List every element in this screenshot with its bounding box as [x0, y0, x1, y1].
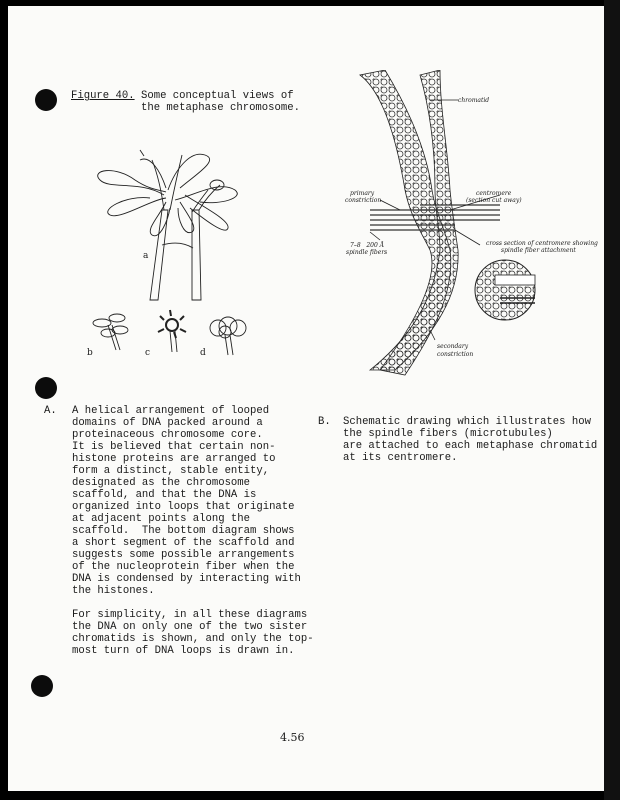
section-a-line: at adjacent points along the	[72, 513, 251, 525]
section-a-line: proteinaceous chromosome core.	[72, 429, 263, 441]
figure-number: Figure 40.	[71, 90, 135, 102]
section-a-para2-line: the DNA on only one of the two sister	[72, 621, 308, 633]
section-a-line: A helical arrangement of looped	[72, 405, 270, 417]
label-b: b	[87, 348, 93, 358]
label-spindle-2: spindle fibers	[346, 249, 388, 256]
label-centromere-1: centromere	[476, 190, 512, 197]
section-a-para2-line: chromatids is shown, and only the top-	[72, 633, 314, 645]
label-c: c	[145, 348, 151, 358]
section-b-line: are attached to each metaphase chromatid	[343, 440, 598, 452]
label-cross-section-2: spindle fiber attachment	[501, 247, 576, 254]
figure-caption-line1: Some conceptual views of	[141, 90, 294, 102]
label-primary-1: primary	[350, 190, 375, 197]
section-a-line: scaffold. The bottom diagram shows	[72, 525, 295, 537]
section-b-marker: B.	[318, 416, 331, 428]
punch-hole-top	[35, 89, 57, 111]
label-cross-section-1: cross section of centromere showing	[486, 240, 598, 247]
section-a-line: form a distinct, stable entity,	[72, 465, 270, 477]
section-a-line: domains of DNA packed around a	[72, 417, 263, 429]
section-a-line: DNA is condensed by interacting with	[72, 573, 301, 585]
punch-hole-middle	[35, 377, 57, 399]
section-a-line: suggests some possible arrangements	[72, 549, 295, 561]
section-b-line: Schematic drawing which illustrates how	[343, 416, 591, 428]
label-spindle-1: 7–8 200 Å	[350, 242, 385, 249]
label-chromatid: chromatid	[458, 97, 490, 104]
chromosome-diagram	[340, 70, 540, 380]
section-a-line: It is believed that certain non-	[72, 441, 276, 453]
label-secondary-1: secondary	[437, 343, 469, 350]
scaffold-diagram	[80, 140, 280, 370]
punch-hole-bottom	[31, 675, 53, 697]
section-a-line: scaffold, and that the DNA is	[72, 489, 257, 501]
section-a-line: organized into loops that originate	[72, 501, 295, 513]
label-centromere-2: (section cut away)	[466, 197, 522, 204]
section-a-line: designated as the chromosome	[72, 477, 251, 489]
label-d: d	[200, 348, 206, 358]
section-a-line: histone proteins are arranged to	[72, 453, 276, 465]
label-a: a	[143, 251, 149, 261]
label-primary-2: constriction	[345, 197, 382, 204]
label-secondary-2: constriction	[437, 351, 474, 358]
page-number: 4.56	[280, 731, 305, 744]
section-b-line: the spindle fibers (microtubules)	[343, 428, 553, 440]
section-a-line: the histones.	[72, 585, 155, 597]
section-a-line: of the nucleoprotein fiber when the	[72, 561, 295, 573]
section-a-para2-line: most turn of DNA loops is drawn in.	[72, 645, 295, 657]
section-a-marker: A.	[44, 405, 57, 417]
section-b-line: at its centromere.	[343, 452, 458, 464]
scan-border	[604, 0, 620, 800]
section-a-line: a short segment of the scaffold and	[72, 537, 295, 549]
section-a-para2-line: For simplicity, in all these diagrams	[72, 609, 308, 621]
figure-caption-line2: the metaphase chromosome.	[141, 102, 300, 114]
